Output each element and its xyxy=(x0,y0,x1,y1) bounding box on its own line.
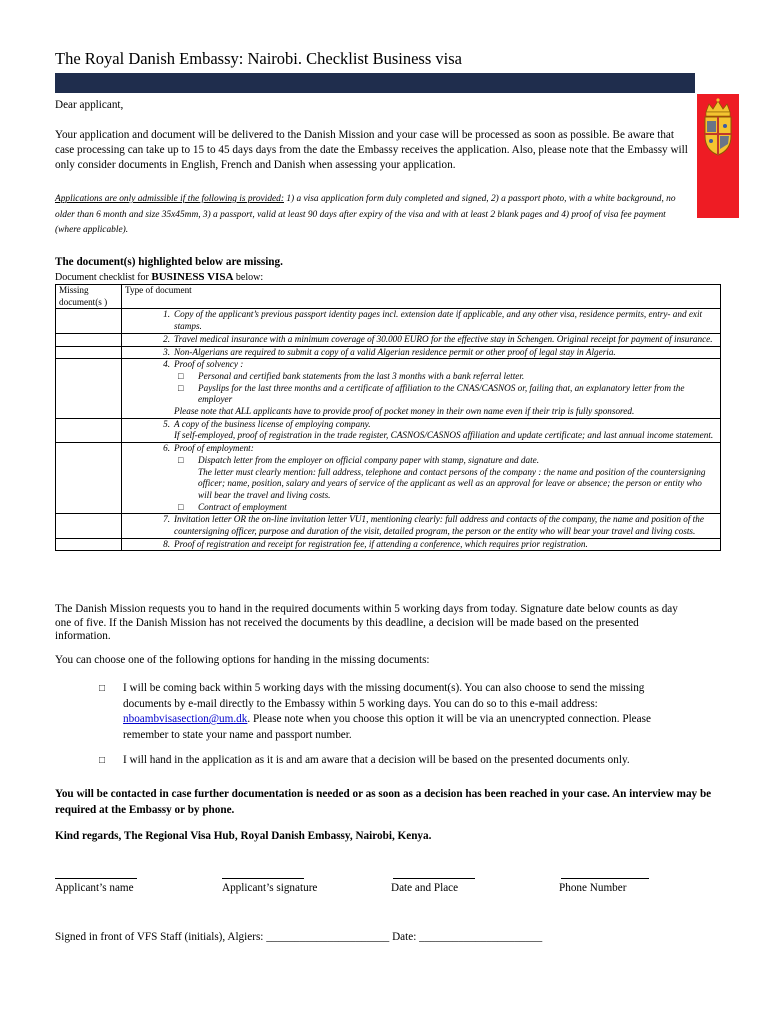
missing-checkbox-cell[interactable] xyxy=(56,514,122,538)
option-return-later: □ I will be coming back within 5 working days with the missing document(s). You can also choose to send the missing documents by e-mail directly to the Embassy within 5 working days. You can do so to this e-mail address: nboambvisasection@um.dk. Please note when you choose this option it will be via an unencrypted connection. Please remember to state your name and passport number. xyxy=(99,682,651,741)
list-item: □ Contract of employment xyxy=(178,501,287,512)
signature-line xyxy=(55,878,137,879)
missing-checkbox-cell[interactable] xyxy=(56,333,122,346)
phone-number-label: Phone Number xyxy=(559,882,627,894)
admissibility-paragraph xyxy=(55,192,690,239)
table-row: 7. Invitation letter OR the on-line invitation letter VU1, mentioning clearly: full address and contacts of the company, the name and position of the countersigning officer, purpose and duration of the visit, detailed program, the person or the entity who will bear your travel and living costs. xyxy=(56,514,721,538)
missing-checkbox-cell[interactable] xyxy=(56,359,122,419)
intro-paragraph: Your application and document will be delivered to the Danish Mission and your case will be processed as soon as possible. Be aware that case processing can take up to 15 to 45 days days from the date the Embassy receives the application. Also, please note that the Embassy will only consider documents in English, French and Danish when assessing your application. xyxy=(55,129,688,172)
options-intro: You can choose one of the following options for handing in the missing documents: xyxy=(55,654,430,666)
self-employed-note: If self-employed, proof of registration in the trade register, CASNOS/CASNOS affiliation and update certificate; and last annual income statement. xyxy=(174,430,714,441)
checklist-label: Document checklist for BUSINESS VISA below: xyxy=(55,271,264,283)
embassy-email-link[interactable]: nboambvisasection@um.dk xyxy=(123,713,248,725)
missing-checkbox-cell[interactable] xyxy=(56,443,122,514)
checkbox-icon: □ xyxy=(178,382,184,393)
missing-heading: The document(s) highlighted below are missing. xyxy=(55,256,283,268)
applicant-name-label: Applicant’s name xyxy=(55,882,134,894)
visa-type: BUSINESS VISA xyxy=(151,271,234,283)
admissibility-lead: Applications are only admissible if the following is provided: xyxy=(55,194,284,204)
checkbox-icon: □ xyxy=(178,454,184,465)
admissibility-rest: 1) a visa application form duly completed and signed, 2) a passport photo, with a white background, no older than 6 month and size 35x45mm, 3) a passport, valid at least 90 days after expiry of the visa and with at least 2 blank pages and 4) proof of visa fee payment (where applicable). xyxy=(55,194,676,236)
contact-note: You will be contacted in case further documentation is needed or as soon as a decision has been reached in your case. An interview may be required at the Embassy or by phone. xyxy=(55,788,712,816)
table-row: 6. Proof of employment: □ Dispatch letter from the employer on official company paper with stamp, signature and date. The letter must clearly mention: full address, telephone and contact persons of the company : the name and position of the countersigning officer; name, position, salary and years of service of the applicant as well as an approval for leave or absence; the person or entity who will bear the travel and living costs. □ Contract of employment xyxy=(56,443,721,514)
table-row: 8. Proof of registration and receipt for registration fee, if attending a conference, which requires prior registration. xyxy=(56,538,721,551)
document-checklist-table xyxy=(55,284,721,551)
checkbox-icon[interactable]: □ xyxy=(99,755,106,766)
date-place-label: Date and Place xyxy=(391,882,459,894)
signature-line xyxy=(561,878,649,879)
checkbox-icon[interactable]: □ xyxy=(99,683,106,694)
applicant-signature-label: Applicant’s signature xyxy=(222,882,318,894)
checkbox-icon: □ xyxy=(178,501,184,512)
list-item: □ Personal and certified bank statements from the last 3 months with a bank referral letter. xyxy=(178,370,525,381)
missing-checkbox-cell[interactable] xyxy=(56,346,122,359)
table-row: 4. Proof of solvency : □ Personal and certified bank statements from the last 3 months with a bank referral letter. □ Payslips for the last three months and a certificate of affiliation to the CNAS/CASNOS or, failing that, an explanatory letter from the employer Please note that ALL applicants have to provide proof of pocket money in their own name even if their trip is fully sponsored. xyxy=(56,359,721,419)
missing-checkbox-cell[interactable] xyxy=(56,538,122,551)
table-row: 3. Non-Algerians are required to submit a copy of a valid Algerian residence permit or other proof of legal stay in Algeria. xyxy=(56,346,721,359)
list-item: □ Payslips for the last three months and a certificate of affiliation to the CNAS/CASNOS or, failing that, an explanatory letter from the employer xyxy=(178,382,685,405)
document-title: The Royal Danish Embassy: Nairobi. Checklist Business visa xyxy=(55,49,462,68)
table-row: 5. A copy of the business license of employing company. If self-employed, proof of registration in the trade register, CASNOS/CASNOS affiliation and update certificate; and last annual income statement. xyxy=(56,418,721,442)
header-band xyxy=(55,73,695,93)
signature-line xyxy=(222,878,304,879)
crest-panel xyxy=(697,94,739,218)
solvency-note: Please note that ALL applicants have to provide proof of pocket money in their own name even if their trip is fully sponsored. xyxy=(174,406,635,417)
table-row: 2. Travel medical insurance with a minimum coverage of 30.000 EURO for the effective stay in Schengen. Original receipt for payment of insurance. xyxy=(56,333,721,346)
table-header-row xyxy=(56,285,721,309)
greeting: Dear applicant, xyxy=(55,99,124,111)
vfs-signed-line: Signed in front of VFS Staff (initials), Algiers: ______________________ Date: ______________________ xyxy=(55,931,543,943)
missing-checkbox-cell[interactable] xyxy=(56,309,122,333)
checkbox-icon: □ xyxy=(178,370,184,381)
table-row: 1. Copy of the applicant’s previous passport identity pages incl. extension date if applicable, and any other visa, residence permits, entry- and exit stamps. xyxy=(56,309,721,333)
option-hand-in-as-is: □ I will hand in the application as it is and am aware that a decision will be based on the presented documents only. xyxy=(103,753,683,769)
type-column-header: Type of document xyxy=(122,285,721,309)
missing-column-header: Missing document(s ) xyxy=(56,285,122,309)
danish-crest-icon xyxy=(697,94,739,218)
missing-checkbox-cell[interactable] xyxy=(56,418,122,442)
signature-line xyxy=(393,878,475,879)
list-item: □ Dispatch letter from the employer on official company paper with stamp, signature and date. The letter must clearly mention: full address, telephone and contact persons of the company : the name and position of the countersigning officer; name, position, salary and years of service of the applicant as well as an approval for leave or absence; the person or entity who will bear the travel and living costs. xyxy=(178,454,706,500)
regards: Kind regards, The Regional Visa Hub, Royal Danish Embassy, Nairobi, Kenya. xyxy=(55,830,432,842)
deadline-paragraph: The Danish Mission requests you to hand in the required documents within 5 working days from today. Signature date below counts as day one of five. If the Danish Mission has not received the documents by this deadline, a decision will be made based on the presented information. xyxy=(55,603,678,642)
